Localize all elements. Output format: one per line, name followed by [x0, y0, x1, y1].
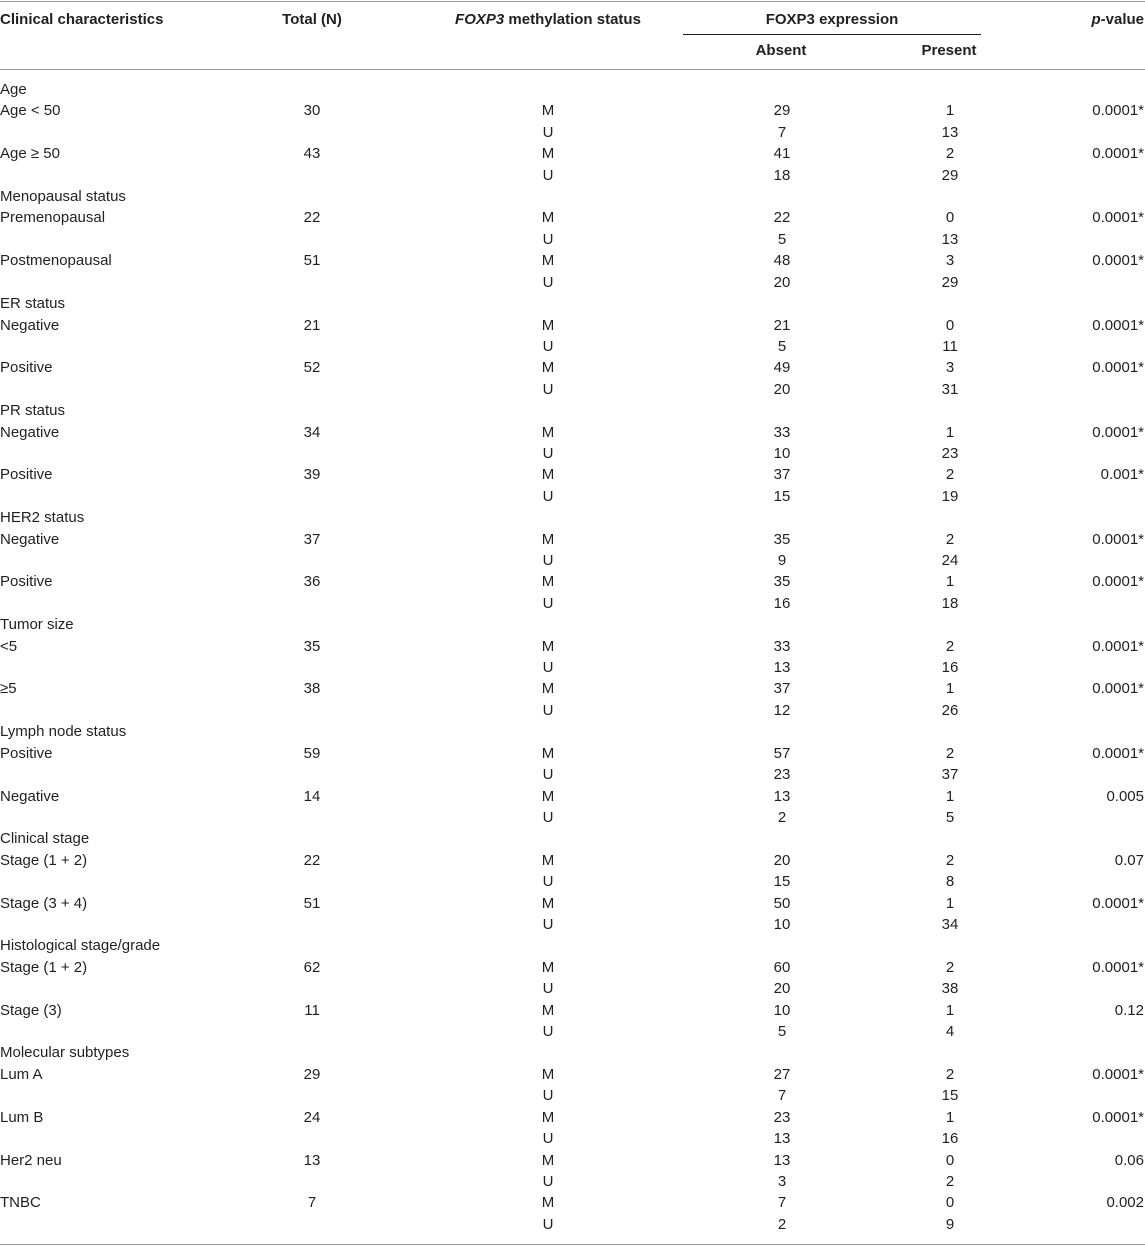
row-status-unmethylated: U — [542, 1216, 554, 1233]
row-u-present: 13 — [941, 124, 959, 141]
row-status-methylated: M — [541, 1066, 555, 1083]
row-u-absent: 12 — [773, 702, 791, 719]
row-u-absent: 15 — [773, 873, 791, 890]
row-u-absent: 13 — [773, 1130, 791, 1147]
row-status-unmethylated: U — [542, 766, 554, 783]
row-total: 51 — [303, 895, 321, 912]
row-p-value: 0.001* — [1100, 466, 1144, 483]
row-m-present: 0 — [945, 209, 955, 226]
row-m-absent: 7 — [777, 1194, 787, 1211]
row-m-absent: 10 — [773, 1002, 791, 1019]
row-m-present: 2 — [945, 145, 955, 162]
row-status-methylated: M — [541, 424, 555, 441]
row-u-present: 26 — [941, 702, 959, 719]
row-p-value: 0.0001* — [1092, 317, 1144, 334]
row-m-present: 2 — [945, 466, 955, 483]
header-foxp3-expression: FOXP3 expression — [765, 11, 899, 28]
row-m-absent: 27 — [773, 1066, 791, 1083]
row-status-unmethylated: U — [542, 1173, 554, 1190]
row-status-methylated: M — [541, 745, 555, 762]
row-u-present: 4 — [945, 1023, 955, 1040]
row-status-unmethylated: U — [542, 488, 554, 505]
row-status-methylated: M — [541, 680, 555, 697]
row-u-present: 16 — [941, 1130, 959, 1147]
row-p-value: 0.0001* — [1092, 531, 1144, 548]
row-total: 36 — [303, 573, 321, 590]
row-status-unmethylated: U — [542, 338, 554, 355]
row-p-value: 0.0001* — [1092, 102, 1144, 119]
row-total: 22 — [303, 852, 321, 869]
row-m-present: 2 — [945, 1066, 955, 1083]
row-m-present: 1 — [945, 1109, 955, 1126]
row-label: Lum B — [0, 1109, 44, 1126]
row-u-present: 5 — [945, 809, 955, 826]
row-m-present: 1 — [945, 788, 955, 805]
row-m-present: 2 — [945, 852, 955, 869]
row-m-absent: 35 — [773, 573, 791, 590]
row-label: Stage (3 + 4) — [0, 895, 88, 912]
row-label: Postmenopausal — [0, 252, 112, 269]
row-m-absent: 60 — [773, 959, 791, 976]
row-status-methylated: M — [541, 1152, 555, 1169]
row-u-absent: 15 — [773, 488, 791, 505]
row-p-value: 0.0001* — [1092, 745, 1144, 762]
row-m-absent: 23 — [773, 1109, 791, 1126]
header-expression-rule — [683, 34, 981, 35]
row-label: Positive — [0, 573, 53, 590]
row-p-value: 0.0001* — [1092, 359, 1144, 376]
row-label: ≥5 — [0, 680, 17, 697]
row-m-absent: 22 — [773, 209, 791, 226]
header-clinical-characteristics: Clinical characteristics — [0, 11, 164, 28]
row-total: 22 — [303, 209, 321, 226]
row-total: 24 — [303, 1109, 321, 1126]
row-m-present: 1 — [945, 680, 955, 697]
row-total: 29 — [303, 1066, 321, 1083]
row-status-methylated: M — [541, 1194, 555, 1211]
row-u-present: 34 — [941, 916, 959, 933]
row-status-unmethylated: U — [542, 274, 554, 291]
header-p-rest: -value — [1100, 11, 1144, 28]
group-label: Lymph node status — [0, 723, 127, 740]
row-u-absent: 5 — [777, 338, 787, 355]
row-total: 51 — [303, 252, 321, 269]
header-p-italic: p — [1091, 11, 1101, 28]
row-label: Positive — [0, 359, 53, 376]
row-p-value: 0.0001* — [1092, 959, 1144, 976]
row-m-present: 2 — [945, 745, 955, 762]
row-label: Lum A — [0, 1066, 43, 1083]
row-u-present: 23 — [941, 445, 959, 462]
row-u-present: 2 — [945, 1173, 955, 1190]
row-u-absent: 2 — [777, 809, 787, 826]
row-status-unmethylated: U — [542, 1130, 554, 1147]
row-total: 13 — [303, 1152, 321, 1169]
row-u-present: 18 — [941, 595, 959, 612]
row-label: Age ≥ 50 — [0, 145, 60, 162]
row-status-unmethylated: U — [542, 231, 554, 248]
group-label: PR status — [0, 402, 66, 419]
row-p-value: 0.0001* — [1092, 145, 1144, 162]
group-label: Menopausal status — [0, 188, 126, 205]
row-total: 34 — [303, 424, 321, 441]
row-status-methylated: M — [541, 895, 555, 912]
row-p-value: 0.0001* — [1092, 1066, 1144, 1083]
row-status-unmethylated: U — [542, 1023, 554, 1040]
row-total: 14 — [303, 788, 321, 805]
row-p-value: 0.0001* — [1092, 638, 1144, 655]
row-u-present: 38 — [941, 980, 959, 997]
row-u-absent: 7 — [777, 1087, 787, 1104]
row-label: Negative — [0, 317, 60, 334]
header-methylation-status — [455, 11, 641, 29]
row-status-methylated: M — [541, 573, 555, 590]
row-status-methylated: M — [541, 209, 555, 226]
row-m-present: 1 — [945, 895, 955, 912]
row-u-present: 24 — [941, 552, 959, 569]
row-status-unmethylated: U — [542, 980, 554, 997]
row-m-absent: 13 — [773, 1152, 791, 1169]
row-u-absent: 16 — [773, 595, 791, 612]
row-status-unmethylated: U — [542, 916, 554, 933]
row-u-absent: 13 — [773, 659, 791, 676]
header-p-value — [1091, 11, 1144, 29]
header-methylation-rest: methylation status — [504, 11, 641, 28]
row-m-absent: 48 — [773, 252, 791, 269]
row-u-absent: 20 — [773, 980, 791, 997]
row-status-methylated: M — [541, 852, 555, 869]
row-total: 30 — [303, 102, 321, 119]
row-u-absent: 5 — [777, 1023, 787, 1040]
row-status-methylated: M — [541, 788, 555, 805]
row-u-present: 11 — [942, 338, 958, 355]
row-m-absent: 49 — [773, 359, 791, 376]
row-status-unmethylated: U — [542, 552, 554, 569]
row-status-methylated: M — [541, 466, 555, 483]
row-total: 59 — [303, 745, 321, 762]
row-label: Stage (3) — [0, 1002, 62, 1019]
row-p-value: 0.07 — [1114, 852, 1144, 869]
row-status-unmethylated: U — [542, 595, 554, 612]
row-status-methylated: M — [541, 1002, 555, 1019]
row-status-unmethylated: U — [542, 124, 554, 141]
row-u-absent: 7 — [777, 124, 787, 141]
row-u-absent: 23 — [773, 766, 791, 783]
row-total: 37 — [303, 531, 321, 548]
row-status-methylated: M — [541, 145, 555, 162]
header-present: Present — [921, 42, 977, 59]
group-label: Age — [0, 81, 27, 98]
row-status-methylated: M — [541, 638, 555, 655]
group-label: Tumor size — [0, 616, 74, 633]
header-bottom-rule — [0, 69, 1145, 70]
row-status-unmethylated: U — [542, 1087, 554, 1104]
row-u-present: 37 — [941, 766, 959, 783]
row-label: Age < 50 — [0, 102, 61, 119]
row-u-present: 8 — [945, 873, 955, 890]
row-label: Negative — [0, 424, 60, 441]
row-label: Her2 neu — [0, 1152, 62, 1169]
row-u-absent: 3 — [777, 1173, 787, 1190]
row-m-present: 0 — [945, 1152, 955, 1169]
row-u-absent: 5 — [777, 231, 787, 248]
row-label: Negative — [0, 788, 60, 805]
row-m-present: 1 — [945, 424, 955, 441]
row-m-absent: 33 — [773, 424, 791, 441]
row-m-present: 0 — [945, 1194, 955, 1211]
row-status-unmethylated: U — [542, 167, 554, 184]
row-status-unmethylated: U — [542, 809, 554, 826]
row-u-present: 31 — [941, 381, 959, 398]
row-u-absent: 20 — [773, 381, 791, 398]
row-status-methylated: M — [541, 317, 555, 334]
row-total: 43 — [303, 145, 321, 162]
row-label: Stage (1 + 2) — [0, 852, 88, 869]
group-label: Clinical stage — [0, 830, 90, 847]
row-p-value: 0.0001* — [1092, 895, 1144, 912]
row-label: Negative — [0, 531, 60, 548]
table-bottom-rule — [0, 1244, 1145, 1245]
row-m-absent: 33 — [773, 638, 791, 655]
row-p-value: 0.0001* — [1092, 209, 1144, 226]
row-total: 39 — [303, 466, 321, 483]
row-m-absent: 50 — [773, 895, 791, 912]
row-m-absent: 37 — [773, 466, 791, 483]
header-absent: Absent — [755, 42, 807, 59]
row-m-absent: 29 — [773, 102, 791, 119]
row-label: TNBC — [0, 1194, 41, 1211]
row-label: Premenopausal — [0, 209, 106, 226]
group-label: ER status — [0, 295, 66, 312]
row-label: Positive — [0, 466, 53, 483]
row-m-present: 2 — [945, 638, 955, 655]
row-total: 52 — [303, 359, 321, 376]
row-status-methylated: M — [541, 959, 555, 976]
row-total: 35 — [303, 638, 321, 655]
row-u-absent: 20 — [773, 274, 791, 291]
row-m-present: 3 — [945, 359, 955, 376]
row-p-value: 0.0001* — [1092, 573, 1144, 590]
row-total: 62 — [303, 959, 321, 976]
row-status-unmethylated: U — [542, 659, 554, 676]
row-p-value: 0.002 — [1106, 1194, 1144, 1211]
row-u-present: 13 — [941, 231, 959, 248]
row-u-present: 29 — [941, 167, 959, 184]
table-top-rule — [0, 1, 1145, 2]
row-m-absent: 41 — [773, 145, 791, 162]
row-status-methylated: M — [541, 1109, 555, 1126]
header-methylation-gene: FOXP3 — [455, 11, 505, 28]
row-total: 7 — [307, 1194, 317, 1211]
group-label: HER2 status — [0, 509, 85, 526]
row-m-present: 2 — [945, 531, 955, 548]
row-m-present: 3 — [945, 252, 955, 269]
row-m-absent: 35 — [773, 531, 791, 548]
row-m-absent: 21 — [773, 317, 791, 334]
row-p-value: 0.0001* — [1092, 252, 1144, 269]
row-m-absent: 13 — [773, 788, 791, 805]
row-u-absent: 9 — [777, 552, 787, 569]
row-status-methylated: M — [541, 102, 555, 119]
row-total: 11 — [304, 1002, 320, 1019]
row-total: 38 — [303, 680, 321, 697]
row-m-present: 0 — [945, 317, 955, 334]
group-label: Molecular subtypes — [0, 1044, 130, 1061]
row-u-absent: 2 — [777, 1216, 787, 1233]
row-status-methylated: M — [541, 531, 555, 548]
row-m-present: 2 — [945, 959, 955, 976]
row-status-methylated: M — [541, 252, 555, 269]
row-m-present: 1 — [945, 102, 955, 119]
row-m-absent: 57 — [773, 745, 791, 762]
row-u-present: 16 — [941, 659, 959, 676]
row-label: Stage (1 + 2) — [0, 959, 88, 976]
row-m-absent: 37 — [773, 680, 791, 697]
row-m-present: 1 — [945, 573, 955, 590]
row-p-value: 0.06 — [1114, 1152, 1144, 1169]
row-status-unmethylated: U — [542, 445, 554, 462]
row-status-methylated: M — [541, 359, 555, 376]
row-u-absent: 10 — [773, 916, 791, 933]
row-p-value: 0.005 — [1106, 788, 1144, 805]
row-u-present: 15 — [941, 1087, 959, 1104]
row-status-unmethylated: U — [542, 381, 554, 398]
row-p-value: 0.0001* — [1092, 424, 1144, 441]
row-label: <5 — [0, 638, 18, 655]
row-total: 21 — [303, 317, 321, 334]
row-m-absent: 20 — [773, 852, 791, 869]
row-label: Positive — [0, 745, 53, 762]
row-status-unmethylated: U — [542, 702, 554, 719]
row-p-value: 0.0001* — [1092, 680, 1144, 697]
row-status-unmethylated: U — [542, 873, 554, 890]
row-u-present: 29 — [941, 274, 959, 291]
row-u-absent: 10 — [773, 445, 791, 462]
row-p-value: 0.12 — [1114, 1002, 1144, 1019]
row-m-present: 1 — [945, 1002, 955, 1019]
header-total: Total (N) — [282, 11, 342, 28]
row-p-value: 0.0001* — [1092, 1109, 1144, 1126]
row-u-absent: 18 — [773, 167, 791, 184]
row-u-present: 9 — [945, 1216, 955, 1233]
row-u-present: 19 — [941, 488, 959, 505]
group-label: Histological stage/grade — [0, 937, 161, 954]
